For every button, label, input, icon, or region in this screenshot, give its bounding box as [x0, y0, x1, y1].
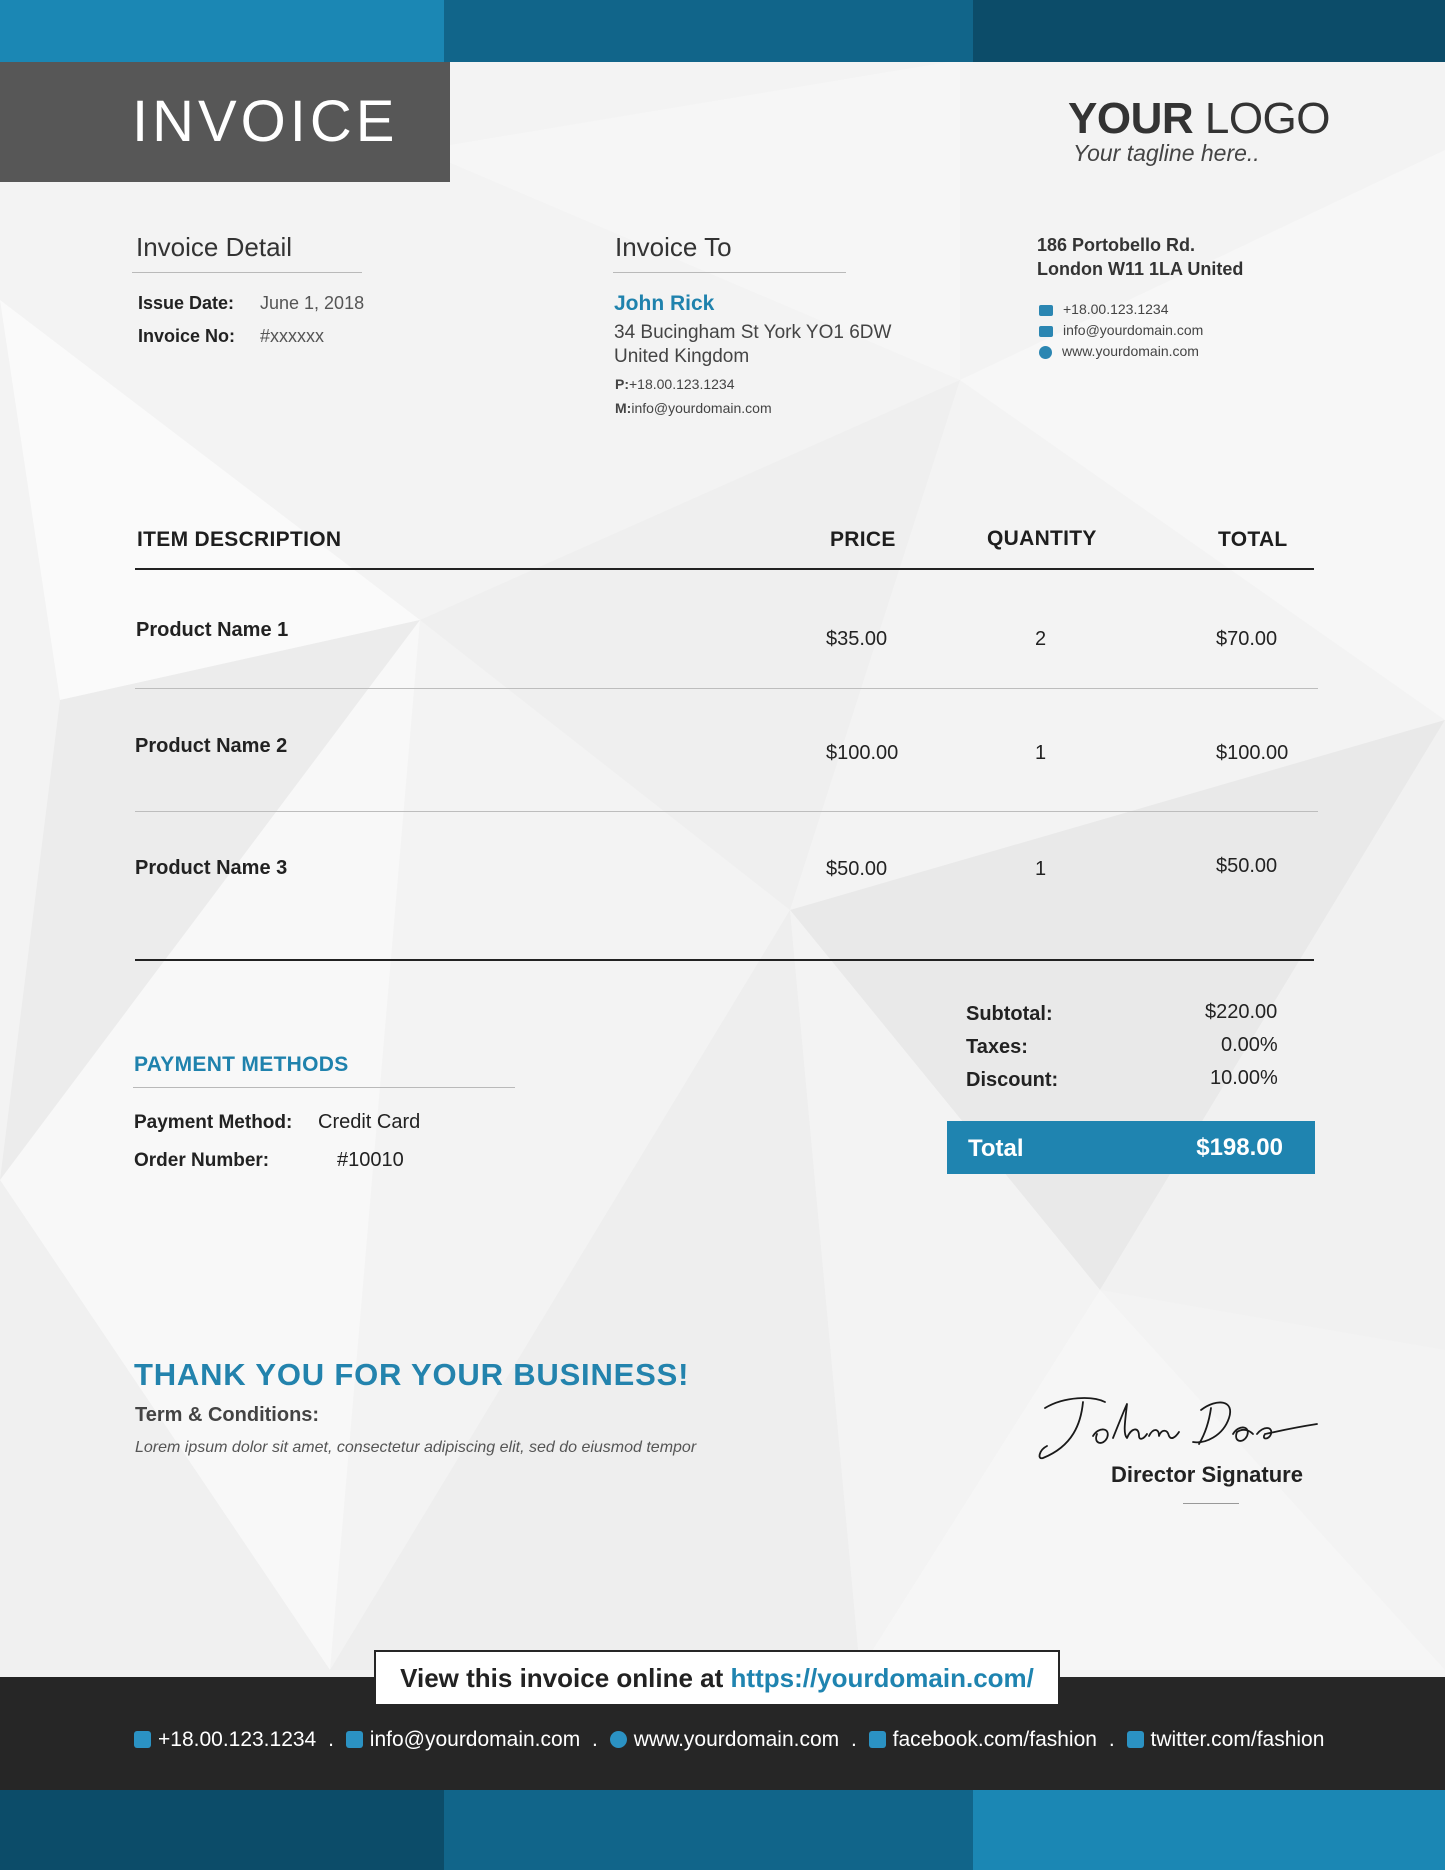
company-website: www.yourdomain.com: [1039, 343, 1199, 359]
client-address-line2: United Kingdom: [614, 346, 750, 367]
phone-icon: [134, 1731, 151, 1748]
table-row-quantity: 1: [1035, 742, 1047, 764]
invoice-detail-heading: Invoice Detail: [136, 232, 293, 262]
payment-method-label: Payment Method:: [134, 1112, 293, 1133]
payment-method-value: Credit Card: [318, 1111, 421, 1133]
mail-icon: [346, 1731, 363, 1748]
company-phone: +18.00.123.1234: [1039, 301, 1169, 317]
column-header-description: ITEM DESCRIPTION: [137, 528, 342, 551]
company-logo: YOUR LOGO: [1068, 94, 1331, 143]
footer-phone[interactable]: +18.00.123.1234: [134, 1728, 316, 1752]
invoice-no-value: #xxxxxx: [260, 326, 325, 346]
payment-methods-heading: PAYMENT METHODS: [134, 1053, 349, 1076]
order-number-label: Order Number:: [134, 1150, 270, 1171]
table-row-price: $100.00: [826, 742, 899, 764]
table-bottom-rule: [135, 959, 1314, 961]
twitter-icon: [1127, 1731, 1144, 1748]
phone-icon: [1039, 305, 1053, 316]
issue-date-value: June 1, 2018: [260, 293, 365, 313]
terms-heading: Term & Conditions:: [135, 1404, 320, 1426]
facebook-icon: [869, 1731, 886, 1748]
globe-icon: [610, 1731, 627, 1748]
company-email: info@yourdomain.com: [1039, 322, 1203, 338]
invoice-to-heading: Invoice To: [615, 232, 732, 262]
globe-icon: [1039, 346, 1052, 359]
invoice-title-tab: [0, 62, 450, 182]
table-row-quantity: 2: [1035, 628, 1047, 650]
view-online-banner: View this invoice online at https://yourdomain.com/: [374, 1650, 1060, 1706]
footer-separator: .: [850, 1728, 857, 1751]
page-title: INVOICE: [132, 89, 399, 154]
footer-separator: .: [592, 1728, 598, 1751]
view-online-link[interactable]: https://yourdomain.com/: [730, 1663, 1034, 1693]
footer-separator: .: [328, 1728, 334, 1751]
table-row-item-name: Product Name 3: [135, 857, 288, 879]
footer-facebook[interactable]: facebook.com/fashion: [869, 1728, 1097, 1752]
footer-twitter[interactable]: twitter.com/fashion: [1127, 1728, 1325, 1752]
table-row-quantity: 1: [1035, 858, 1047, 880]
signature-label: Director Signature: [1111, 1462, 1303, 1487]
grand-total-box: [947, 1121, 1315, 1174]
company-address-line1: 186 Portobello Rd.: [1037, 235, 1196, 255]
thank-you-message: THANK YOU FOR YOUR BUSINESS!: [134, 1357, 690, 1392]
column-header-quantity: QUANTITY: [987, 527, 1097, 550]
signature-image: [1035, 1388, 1325, 1468]
company-tagline: Your tagline here..: [1073, 140, 1260, 166]
signature-rule: [1183, 1503, 1239, 1504]
column-header-total: TOTAL: [1218, 528, 1288, 551]
divider: [133, 1087, 515, 1088]
table-row-total: $50.00: [1216, 855, 1278, 877]
footer-contacts: [134, 1728, 1324, 1752]
footer-separator: .: [1108, 1728, 1115, 1751]
company-address-line2: London W11 1LA United: [1037, 259, 1244, 279]
divider: [613, 272, 846, 273]
row-divider: [135, 688, 1318, 689]
subtotal-label: Subtotal:: [966, 1003, 1053, 1025]
client-phone: P:+18.00.123.1234: [615, 376, 735, 392]
issue-date-label: Issue Date:: [138, 293, 235, 313]
discount-label: Discount:: [966, 1069, 1059, 1091]
client-email: M:info@yourdomain.com: [615, 400, 772, 416]
bottom-color-strip: [0, 1790, 1445, 1870]
footer-website[interactable]: www.yourdomain.com: [610, 1728, 839, 1752]
column-header-price: PRICE: [830, 528, 896, 551]
grand-total-label: Total: [968, 1135, 1024, 1162]
table-row-total: $100.00: [1216, 742, 1289, 764]
discount-value: 10.00%: [1210, 1067, 1278, 1089]
table-row-item-name: Product Name 1: [136, 619, 289, 641]
row-divider: [135, 811, 1318, 812]
invoice-no-label: Invoice No:: [138, 326, 236, 346]
client-address-line1: 34 Bucingham St York YO1 6DW: [614, 322, 892, 343]
subtotal-value: $220.00: [1205, 1001, 1278, 1023]
client-name: John Rick: [614, 292, 715, 315]
grand-total-value: $198.00: [1196, 1134, 1283, 1161]
table-row-price: $50.00: [826, 858, 888, 880]
footer-email[interactable]: info@yourdomain.com: [346, 1728, 580, 1752]
taxes-label: Taxes:: [966, 1036, 1028, 1058]
top-color-strip: [0, 0, 1445, 62]
divider: [132, 272, 362, 273]
taxes-value: 0.00%: [1221, 1034, 1278, 1056]
mail-icon: [1039, 326, 1053, 337]
table-header-rule: [135, 568, 1314, 570]
table-row-total: $70.00: [1216, 628, 1278, 650]
table-row-price: $35.00: [826, 628, 888, 650]
order-number-value: #10010: [337, 1149, 404, 1171]
table-row-item-name: Product Name 2: [135, 735, 288, 757]
terms-text: Lorem ipsum dolor sit amet, consectetur adipiscing elit, sed do eiusmod tempor: [135, 1439, 697, 1456]
